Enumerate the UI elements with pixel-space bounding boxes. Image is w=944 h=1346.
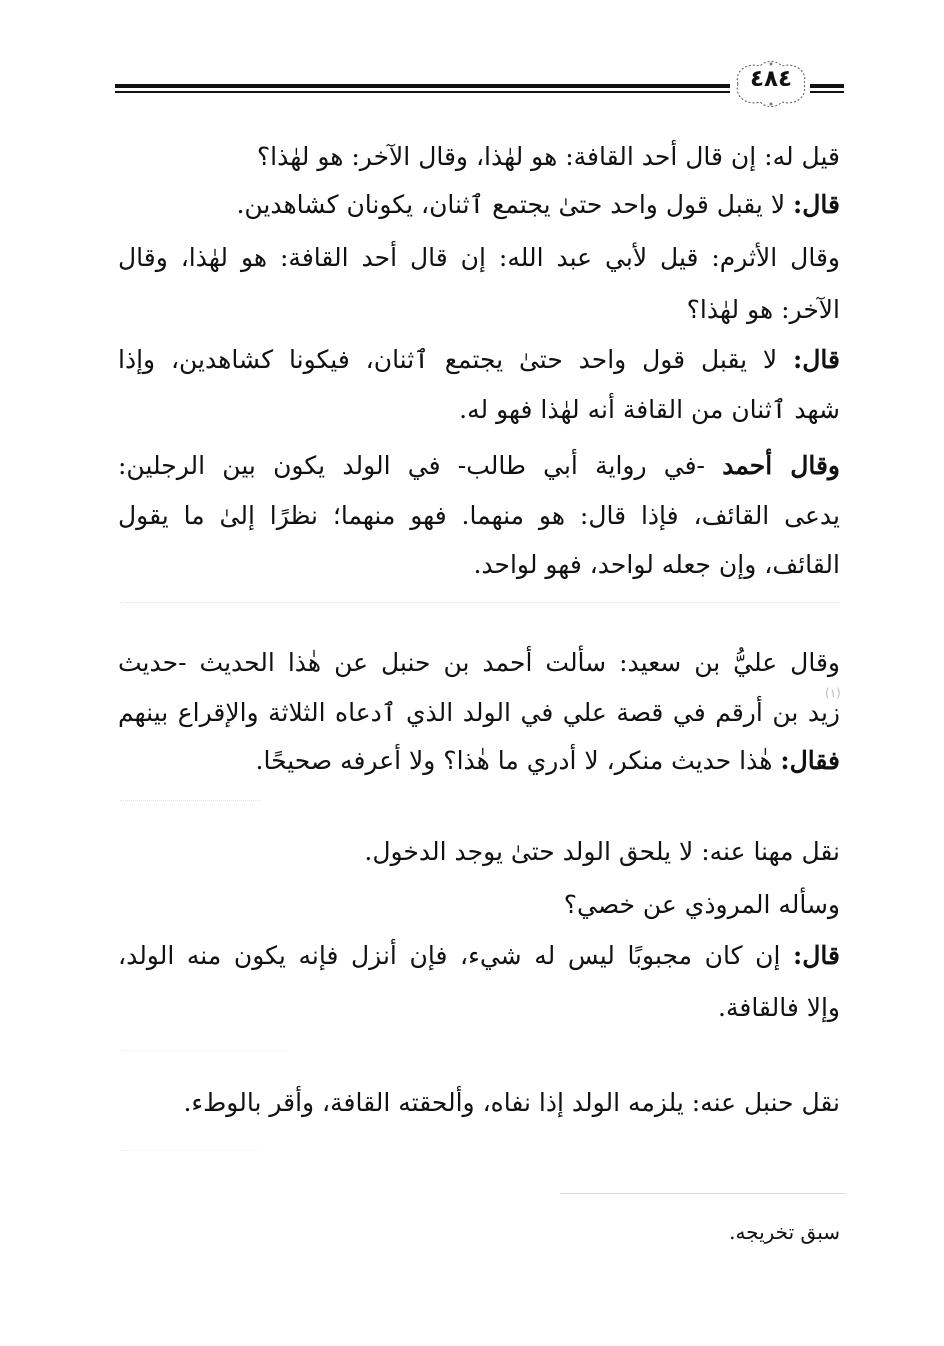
text-line (118, 241, 840, 275)
text-span: شهد ٱثنان من القافة أنه لهٰذا فهو له. (459, 395, 840, 424)
page-number-ornament (730, 58, 812, 110)
bold-lead-word: فقال: (780, 746, 840, 775)
bold-lead-word: قال: (793, 941, 840, 970)
text-span: وإلا فالقافة. (718, 993, 840, 1022)
text-line (118, 343, 840, 377)
header-rule-right-thick (810, 84, 844, 88)
text-span: يدعى القائف، فإذا قال: هو منهما. فهو منهما؛ نظرًا إلىٰ ما يقول (118, 501, 840, 530)
text-line (118, 449, 840, 483)
text-span: نقل حنبل عنه: يلزمه الولد إذا نفاه، وألحقته القافة، وأقر بالوطء. (183, 1088, 840, 1117)
bleed-through-line (120, 800, 260, 813)
text-line (118, 646, 840, 680)
text-line (183, 1086, 840, 1120)
text-line (256, 744, 840, 778)
bold-lead-word: قال: (793, 190, 840, 219)
text-line (118, 939, 840, 973)
header-rule-right-thin (810, 91, 844, 93)
text-span: إن كان مجبوبًا ليس له شيء، فإن أنزل فإنه يكون منه الولد، (118, 941, 794, 970)
text-span: القائف، وإن جعله لواحد، فهو لواحد. (473, 550, 840, 579)
text-line (718, 991, 840, 1025)
text-span: زيد بن أرقم في قصة علي في الولد الذي ٱدعاه الثلاثة والإقراع بينهم (118, 698, 840, 727)
text-span: هٰذا حديث منكر، لا أدري ما هٰذا؟ ولا أعرفه صحيحًا. (255, 746, 781, 775)
text-line (118, 499, 840, 533)
text-span: الآخر: هو لهٰذا؟ (686, 295, 840, 324)
text-span: وقال الأثرم: قيل لأبي عبد الله: إن قال أحد القافة: هو لهٰذا، وقال (118, 243, 840, 272)
text-span: قيل له: إن قال أحد القافة: هو لهٰذا، وقال الآخر: هو لهٰذا؟ (256, 142, 840, 171)
text-line (236, 188, 840, 222)
text-span: نقل مهنا عنه: لا يلحق الولد حتىٰ يوجد الدخول. (364, 837, 840, 866)
text-line (257, 140, 840, 174)
text-span: لا يقبل قول واحد حتىٰ يجتمع ٱثنان، فيكونا كشاهدين، وإذا (118, 345, 794, 374)
text-line (118, 696, 840, 730)
text-span: -في رواية أبي طالب- في الولد يكون بين الرجلين: (118, 451, 723, 480)
text-line (687, 293, 840, 327)
text-line (473, 548, 840, 582)
bleed-through-line (120, 1150, 260, 1163)
footnote-rule (560, 1193, 846, 1194)
bleed-through-line (120, 1050, 290, 1063)
page-number: ٤٨٤ (749, 66, 793, 92)
header-rule (115, 84, 730, 94)
bold-lead-word: وقال أحمد (722, 451, 840, 480)
bold-lead-word: قال: (793, 345, 840, 374)
footnote-text: سبق تخريجه. (729, 1220, 840, 1244)
text-span: وسأله المروذي عن خصي؟ (563, 890, 840, 919)
footnote (729, 1218, 840, 1246)
text-line (364, 835, 840, 869)
text-line (564, 888, 840, 922)
footnote-marker: (١) (825, 686, 841, 700)
text-line (459, 393, 840, 427)
text-span: وقال عليُّ بن سعيد: سألت أحمد بن حنبل عن هٰذا الحديث -حديث (118, 648, 840, 677)
header-rule-right (810, 84, 844, 94)
header-rule-thick (115, 84, 730, 88)
bleed-through-line (120, 602, 840, 615)
text-span: لا يقبل قول واحد حتىٰ يجتمع ٱثنان، يكونان كشاهدين. (236, 190, 794, 219)
header-rule-thin (115, 91, 730, 93)
